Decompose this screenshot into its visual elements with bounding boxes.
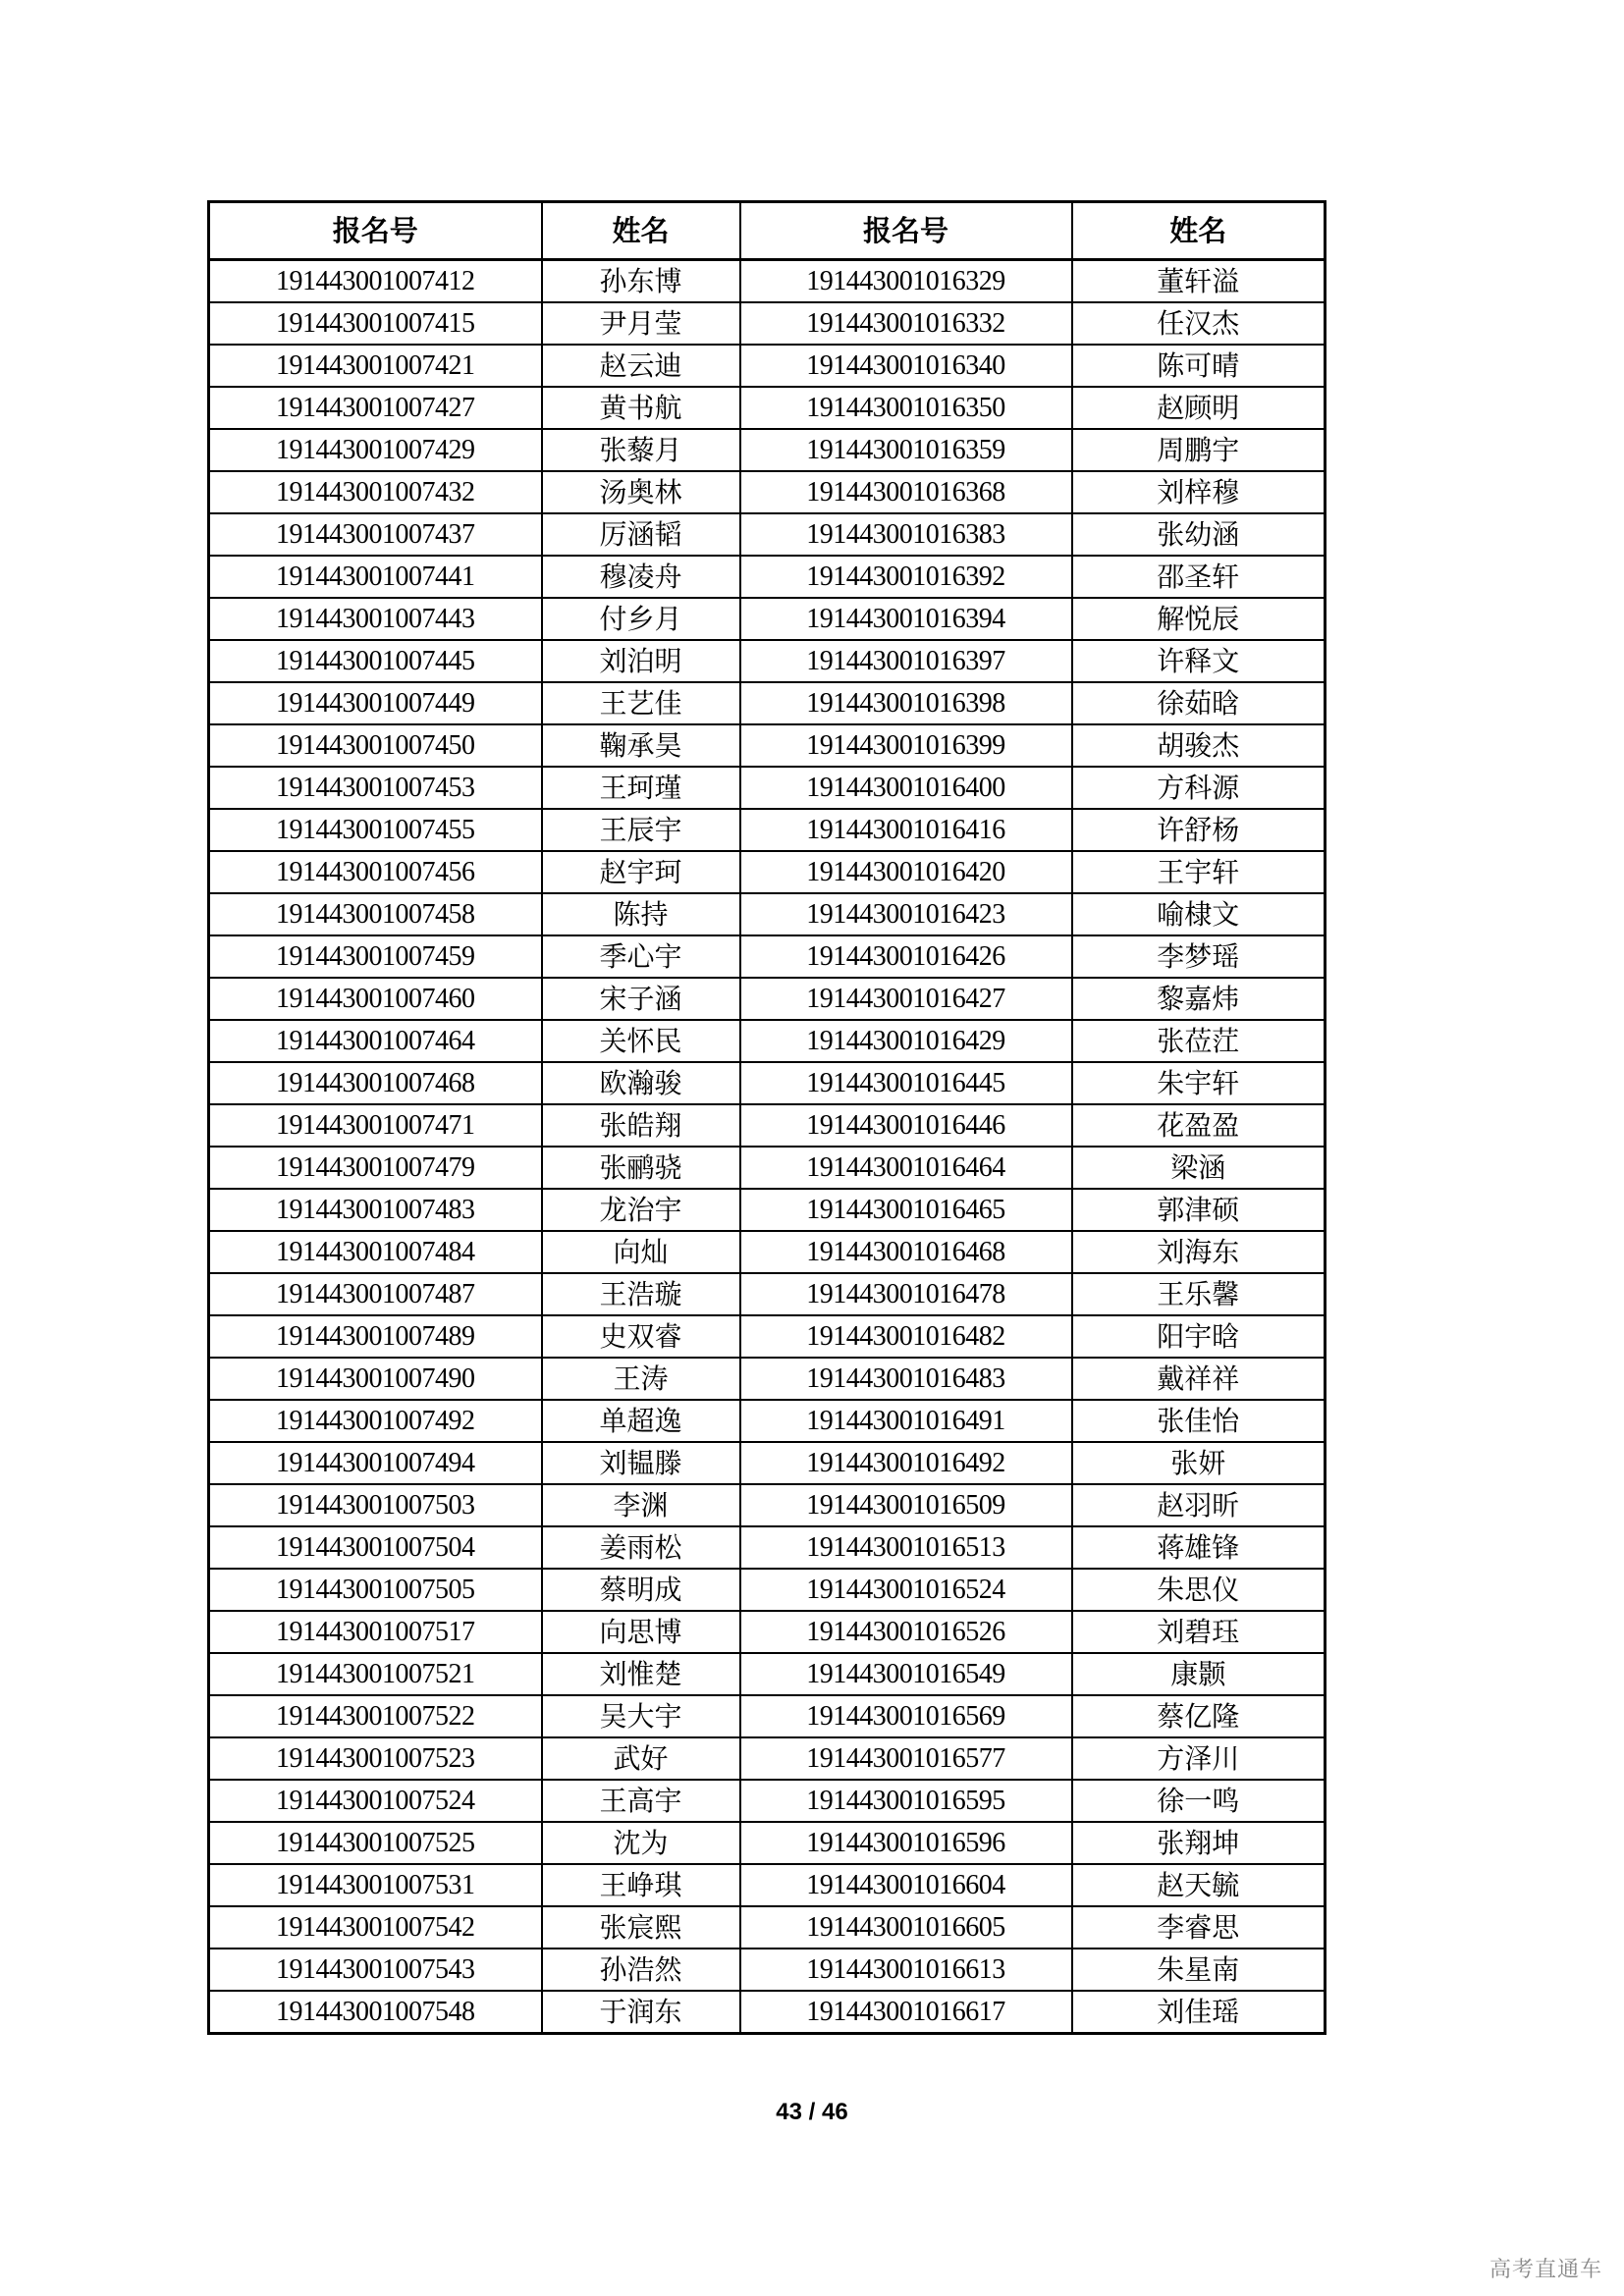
name-cell: 于润东 — [542, 1991, 740, 2034]
name-cell: 孙浩然 — [542, 1949, 740, 1991]
name-cell: 方科源 — [1072, 767, 1326, 809]
name-cell: 胡骏杰 — [1072, 724, 1326, 767]
header-name: 姓名 — [1072, 202, 1326, 260]
registration-number-cell: 191443001016604 — [740, 1864, 1072, 1906]
table-row — [209, 640, 1326, 682]
registration-number-cell: 191443001007455 — [209, 809, 542, 851]
name-cell: 刘惟楚 — [542, 1653, 740, 1695]
registration-number-cell: 191443001016340 — [740, 345, 1072, 387]
registration-number-cell: 191443001016613 — [740, 1949, 1072, 1991]
registration-number-cell: 191443001007531 — [209, 1864, 542, 1906]
name-cell: 徐茹晗 — [1072, 682, 1326, 724]
name-cell: 武好 — [542, 1737, 740, 1780]
name-cell: 邵圣轩 — [1072, 556, 1326, 598]
registration-number-cell: 191443001016394 — [740, 598, 1072, 640]
table-row — [209, 935, 1326, 978]
table-row — [209, 1104, 1326, 1147]
registration-number-cell: 191443001007443 — [209, 598, 542, 640]
table-row — [209, 1991, 1326, 2034]
table-row — [209, 556, 1326, 598]
table-row — [209, 1864, 1326, 1906]
registration-number-cell: 191443001016429 — [740, 1020, 1072, 1062]
registration-number-cell: 191443001016416 — [740, 809, 1072, 851]
registration-number-cell: 191443001007468 — [209, 1062, 542, 1104]
name-cell: 许释文 — [1072, 640, 1326, 682]
registration-number-cell: 191443001016596 — [740, 1822, 1072, 1864]
name-cell: 尹月莹 — [542, 302, 740, 345]
table-row — [209, 851, 1326, 893]
registration-number-cell: 191443001016549 — [740, 1653, 1072, 1695]
table-row — [209, 471, 1326, 513]
registration-number-cell: 191443001016595 — [740, 1780, 1072, 1822]
name-cell: 蒋雄锋 — [1072, 1526, 1326, 1569]
name-cell: 蔡明成 — [542, 1569, 740, 1611]
table-row — [209, 429, 1326, 471]
name-cell: 康颢 — [1072, 1653, 1326, 1695]
registration-number-cell: 191443001007505 — [209, 1569, 542, 1611]
name-cell: 张幼涵 — [1072, 513, 1326, 556]
name-cell: 戴祥祥 — [1072, 1358, 1326, 1400]
registration-number-cell: 191443001016446 — [740, 1104, 1072, 1147]
table-header-row — [209, 202, 1326, 260]
registration-number-cell: 191443001007548 — [209, 1991, 542, 2034]
name-cell: 喻棣文 — [1072, 893, 1326, 935]
table-row — [209, 1949, 1326, 1991]
table-row — [209, 1020, 1326, 1062]
registration-number-cell: 191443001016368 — [740, 471, 1072, 513]
name-cell: 黎嘉炜 — [1072, 978, 1326, 1020]
table-row — [209, 1273, 1326, 1315]
registration-number-cell: 191443001016426 — [740, 935, 1072, 978]
table-row — [209, 1315, 1326, 1358]
registration-number-cell: 191443001016427 — [740, 978, 1072, 1020]
name-cell: 欧瀚骏 — [542, 1062, 740, 1104]
name-cell: 王涛 — [542, 1358, 740, 1400]
name-cell: 张鹂骁 — [542, 1147, 740, 1189]
registration-number-cell: 191443001016605 — [740, 1906, 1072, 1949]
name-cell: 刘海东 — [1072, 1231, 1326, 1273]
name-cell: 周鹏宇 — [1072, 429, 1326, 471]
registration-number-cell: 191443001007445 — [209, 640, 542, 682]
registration-number-cell: 191443001007456 — [209, 851, 542, 893]
registration-number-cell: 191443001016483 — [740, 1358, 1072, 1400]
name-cell: 朱宇轩 — [1072, 1062, 1326, 1104]
header-name: 姓名 — [542, 202, 740, 260]
table-row — [209, 1484, 1326, 1526]
name-cell: 王浩璇 — [542, 1273, 740, 1315]
registration-number-cell: 191443001016399 — [740, 724, 1072, 767]
header-registration-number: 报名号 — [740, 202, 1072, 260]
name-cell: 李睿思 — [1072, 1906, 1326, 1949]
table-row — [209, 1822, 1326, 1864]
registration-number-cell: 191443001007458 — [209, 893, 542, 935]
table-row — [209, 1653, 1326, 1695]
registration-number-cell: 191443001016423 — [740, 893, 1072, 935]
registration-number-cell: 191443001007490 — [209, 1358, 542, 1400]
name-cell: 阳宇晗 — [1072, 1315, 1326, 1358]
table-row — [209, 893, 1326, 935]
registration-number-cell: 191443001016509 — [740, 1484, 1072, 1526]
registration-number-cell: 191443001016464 — [740, 1147, 1072, 1189]
table-row — [209, 513, 1326, 556]
registration-number-cell: 191443001007453 — [209, 767, 542, 809]
registration-number-cell: 191443001007432 — [209, 471, 542, 513]
registration-number-cell: 191443001007484 — [209, 1231, 542, 1273]
registration-number-cell: 191443001007429 — [209, 429, 542, 471]
registration-number-cell: 191443001007459 — [209, 935, 542, 978]
name-cell: 张皓翔 — [542, 1104, 740, 1147]
registration-number-cell: 191443001016524 — [740, 1569, 1072, 1611]
name-cell: 黄书航 — [542, 387, 740, 429]
name-cell: 赵云迪 — [542, 345, 740, 387]
table-row — [209, 978, 1326, 1020]
name-cell: 姜雨松 — [542, 1526, 740, 1569]
name-cell: 董轩溢 — [1072, 260, 1326, 303]
name-cell: 关怀民 — [542, 1020, 740, 1062]
name-cell: 王峥琪 — [542, 1864, 740, 1906]
registration-number-cell: 191443001016465 — [740, 1189, 1072, 1231]
name-cell: 朱思仪 — [1072, 1569, 1326, 1611]
registration-number-cell: 191443001007521 — [209, 1653, 542, 1695]
registration-number-cell: 191443001016577 — [740, 1737, 1072, 1780]
page-number: 43 / 46 — [776, 2099, 848, 2125]
name-cell: 陈可晴 — [1072, 345, 1326, 387]
table-row — [209, 1695, 1326, 1737]
registration-number-cell: 191443001016526 — [740, 1611, 1072, 1653]
name-cell: 赵羽昕 — [1072, 1484, 1326, 1526]
table-row — [209, 302, 1326, 345]
table-row — [209, 345, 1326, 387]
name-cell: 张妍 — [1072, 1442, 1326, 1484]
registration-number-cell: 191443001007421 — [209, 345, 542, 387]
name-cell: 龙治宇 — [542, 1189, 740, 1231]
table-row — [209, 1442, 1326, 1484]
name-cell: 赵顾明 — [1072, 387, 1326, 429]
registration-number-cell: 191443001016482 — [740, 1315, 1072, 1358]
registration-number-cell: 191443001007492 — [209, 1400, 542, 1442]
registration-number-cell: 191443001007522 — [209, 1695, 542, 1737]
name-cell: 刘碧珏 — [1072, 1611, 1326, 1653]
registration-number-cell: 191443001007460 — [209, 978, 542, 1020]
name-cell: 张翔坤 — [1072, 1822, 1326, 1864]
table-row — [209, 724, 1326, 767]
registration-number-cell: 191443001007450 — [209, 724, 542, 767]
table-row — [209, 1062, 1326, 1104]
name-cell: 沈为 — [542, 1822, 740, 1864]
registration-number-cell: 191443001016350 — [740, 387, 1072, 429]
registration-number-cell: 191443001016398 — [740, 682, 1072, 724]
name-cell: 赵宇珂 — [542, 851, 740, 893]
registration-number-cell: 191443001007479 — [209, 1147, 542, 1189]
registration-number-cell: 191443001007494 — [209, 1442, 542, 1484]
registration-number-cell: 191443001007483 — [209, 1189, 542, 1231]
registration-number-cell: 191443001007471 — [209, 1104, 542, 1147]
name-cell: 张藜月 — [542, 429, 740, 471]
registration-number-cell: 191443001016400 — [740, 767, 1072, 809]
name-cell: 郭津硕 — [1072, 1189, 1326, 1231]
name-cell: 刘韫滕 — [542, 1442, 740, 1484]
name-cell: 孙东博 — [542, 260, 740, 303]
name-cell: 刘泊明 — [542, 640, 740, 682]
registration-number-cell: 191443001007415 — [209, 302, 542, 345]
registration-number-cell: 191443001016468 — [740, 1231, 1072, 1273]
name-cell: 王艺佳 — [542, 682, 740, 724]
name-cell: 史双睿 — [542, 1315, 740, 1358]
table-row — [209, 682, 1326, 724]
registration-number-cell: 191443001007504 — [209, 1526, 542, 1569]
table-row — [209, 1906, 1326, 1949]
name-cell: 单超逸 — [542, 1400, 740, 1442]
registration-number-cell: 191443001016397 — [740, 640, 1072, 682]
table-body — [209, 260, 1326, 2034]
registration-number-cell: 191443001007503 — [209, 1484, 542, 1526]
name-cell: 刘佳瑶 — [1072, 1991, 1326, 2034]
registration-number-cell: 191443001007523 — [209, 1737, 542, 1780]
name-cell: 许舒杨 — [1072, 809, 1326, 851]
registration-number-cell: 191443001007542 — [209, 1906, 542, 1949]
registration-number-cell: 191443001016478 — [740, 1273, 1072, 1315]
table-row — [209, 1231, 1326, 1273]
registration-number-cell: 191443001007427 — [209, 387, 542, 429]
name-cell: 鞠承昊 — [542, 724, 740, 767]
name-cell: 张宸熙 — [542, 1906, 740, 1949]
registration-number-cell: 191443001016569 — [740, 1695, 1072, 1737]
registration-number-cell: 191443001007489 — [209, 1315, 542, 1358]
name-cell: 厉涵韬 — [542, 513, 740, 556]
registration-number-cell: 191443001007487 — [209, 1273, 542, 1315]
table-row — [209, 1526, 1326, 1569]
table-row — [209, 1400, 1326, 1442]
table-row — [209, 387, 1326, 429]
registration-number-cell: 191443001016420 — [740, 851, 1072, 893]
name-cell: 向思博 — [542, 1611, 740, 1653]
name-cell: 王珂瑾 — [542, 767, 740, 809]
registration-number-cell: 191443001016383 — [740, 513, 1072, 556]
name-cell: 方泽川 — [1072, 1737, 1326, 1780]
table-row — [209, 1611, 1326, 1653]
header-registration-number: 报名号 — [209, 202, 542, 260]
registration-number-cell: 191443001007441 — [209, 556, 542, 598]
registration-number-cell: 191443001007517 — [209, 1611, 542, 1653]
table-row — [209, 809, 1326, 851]
name-cell: 李渊 — [542, 1484, 740, 1526]
table-row — [209, 1189, 1326, 1231]
name-cell: 季心宇 — [542, 935, 740, 978]
registration-number-cell: 191443001007412 — [209, 260, 542, 303]
name-cell: 吴大宇 — [542, 1695, 740, 1737]
name-cell: 徐一鸣 — [1072, 1780, 1326, 1822]
watermark: 高考直通车 — [1489, 2258, 1602, 2282]
registration-number-cell: 191443001016513 — [740, 1526, 1072, 1569]
table-row — [209, 260, 1326, 303]
registration-number-cell: 191443001016359 — [740, 429, 1072, 471]
table-row — [209, 1737, 1326, 1780]
name-cell: 梁涵 — [1072, 1147, 1326, 1189]
registration-number-cell: 191443001016445 — [740, 1062, 1072, 1104]
name-cell: 朱星南 — [1072, 1949, 1326, 1991]
registration-number-cell: 191443001007543 — [209, 1949, 542, 1991]
registration-number-cell: 191443001016392 — [740, 556, 1072, 598]
registration-number-cell: 191443001016491 — [740, 1400, 1072, 1442]
registration-number-cell: 191443001007437 — [209, 513, 542, 556]
name-cell: 宋子涵 — [542, 978, 740, 1020]
registration-number-cell: 191443001007525 — [209, 1822, 542, 1864]
name-cell: 王乐馨 — [1072, 1273, 1326, 1315]
name-cell: 汤奥林 — [542, 471, 740, 513]
table-row — [209, 1358, 1326, 1400]
name-cell: 李梦瑶 — [1072, 935, 1326, 978]
table-row — [209, 1780, 1326, 1822]
name-cell: 张莅茳 — [1072, 1020, 1326, 1062]
registration-number-cell: 191443001007449 — [209, 682, 542, 724]
name-cell: 王高宇 — [542, 1780, 740, 1822]
name-cell: 赵天毓 — [1072, 1864, 1326, 1906]
name-cell: 花盈盈 — [1072, 1104, 1326, 1147]
name-cell: 解悦辰 — [1072, 598, 1326, 640]
name-cell: 穆凌舟 — [542, 556, 740, 598]
registration-number-cell: 191443001016492 — [740, 1442, 1072, 1484]
table-row — [209, 767, 1326, 809]
name-cell: 向灿 — [542, 1231, 740, 1273]
registration-number-cell: 191443001007464 — [209, 1020, 542, 1062]
name-cell: 陈持 — [542, 893, 740, 935]
table-row — [209, 598, 1326, 640]
name-cell: 刘梓穆 — [1072, 471, 1326, 513]
name-cell: 付乡月 — [542, 598, 740, 640]
table-row — [209, 1569, 1326, 1611]
name-cell: 蔡亿隆 — [1072, 1695, 1326, 1737]
registration-number-cell: 191443001016329 — [740, 260, 1072, 303]
registration-number-cell: 191443001007524 — [209, 1780, 542, 1822]
roster-table — [207, 200, 1326, 2035]
registration-number-cell: 191443001016617 — [740, 1991, 1072, 2034]
table-row — [209, 1147, 1326, 1189]
name-cell: 张佳怡 — [1072, 1400, 1326, 1442]
registration-number-cell: 191443001016332 — [740, 302, 1072, 345]
name-cell: 王宇轩 — [1072, 851, 1326, 893]
name-cell: 王辰宇 — [542, 809, 740, 851]
name-cell: 任汉杰 — [1072, 302, 1326, 345]
